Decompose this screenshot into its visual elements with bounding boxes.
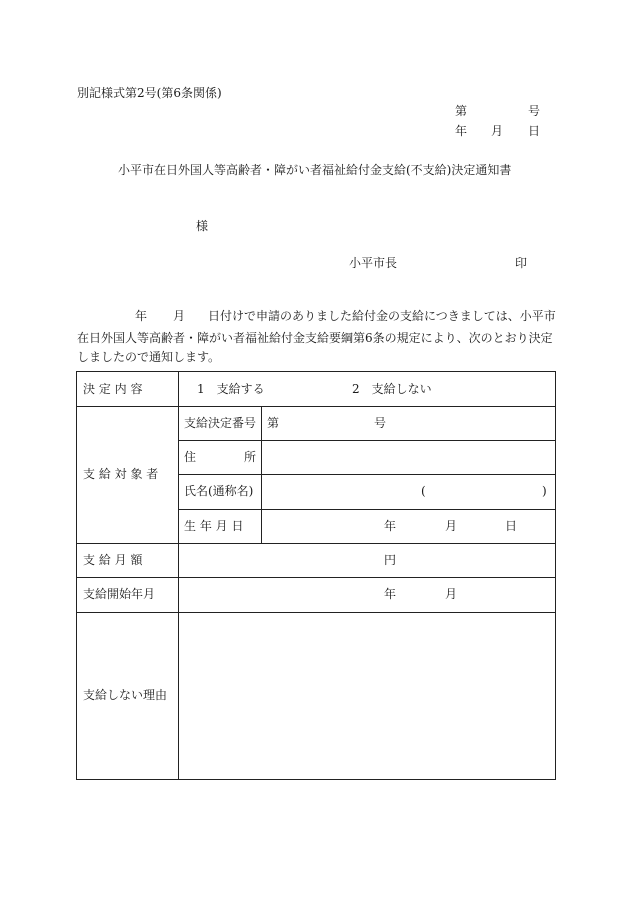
start-year-unit: 年: [384, 587, 397, 601]
intro-line-3: しましたので通知します。: [77, 350, 221, 364]
doc-number-prefix: 第: [455, 104, 468, 118]
alias-close-paren: ): [542, 484, 547, 498]
decision-number-suffix: 号: [374, 416, 387, 430]
addressee-suffix: 様: [196, 219, 209, 233]
monthly-amount-unit: 円: [384, 553, 397, 567]
document-title: 小平市在日外国人等高齢者・障がい者福祉給付金支給(不支給)決定通知書: [118, 163, 512, 177]
birth-year-label: 年: [384, 519, 397, 533]
recipient-label: 支 給 対 象 者: [83, 467, 159, 481]
table-rule: [77, 543, 555, 544]
alias-open-paren: (: [421, 484, 426, 498]
decision-option-grant: 1 支給する: [197, 382, 265, 396]
intro-line-1-text: 日付けで申請のありました給付金の支給につきましては、小平市: [208, 309, 556, 323]
start-month-unit: 月: [445, 587, 458, 601]
date-month-label: 月: [491, 124, 504, 138]
birth-month-label: 月: [445, 519, 458, 533]
birth-day-label: 日: [505, 519, 518, 533]
table-rule: [178, 474, 555, 475]
decision-option-deny: 2 支給しない: [352, 382, 432, 396]
address-label: 住 所: [184, 450, 256, 464]
decision-number-prefix: 第: [267, 416, 280, 430]
table-rule: [77, 612, 555, 613]
decision-number-label: 支給決定番号: [184, 416, 257, 430]
birthdate-label: 生 年 月 日: [184, 519, 244, 533]
decision-label: 決 定 内 容: [83, 382, 143, 396]
intro-month: 月: [173, 309, 186, 323]
table-rule: [178, 372, 179, 779]
table-rule: [77, 406, 555, 407]
date-day-label: 日: [528, 124, 541, 138]
table-rule: [261, 406, 262, 543]
refusal-reason-label: 支給しない理由: [83, 688, 168, 702]
intro-year: 年: [135, 309, 148, 323]
table-rule: [178, 509, 555, 510]
intro-line-2: 在日外国人等高齢者・障がい者福祉給付金支給要綱第6条の規定により、次のとおり決定: [77, 331, 553, 345]
monthly-amount-label: 支 給 月 額: [83, 553, 143, 567]
date-year-label: 年: [455, 124, 468, 138]
sender-name: 小平市長: [349, 256, 398, 270]
table-rule: [77, 577, 555, 578]
start-month-label: 支給開始年月: [83, 587, 156, 601]
name-label: 氏名(通称名): [184, 484, 254, 498]
seal-mark: 印: [515, 256, 528, 270]
decision-table: [76, 371, 556, 780]
table-rule: [178, 440, 555, 441]
form-label: 別記様式第2号(第6条関係): [77, 86, 222, 100]
doc-number-suffix: 号: [528, 104, 541, 118]
